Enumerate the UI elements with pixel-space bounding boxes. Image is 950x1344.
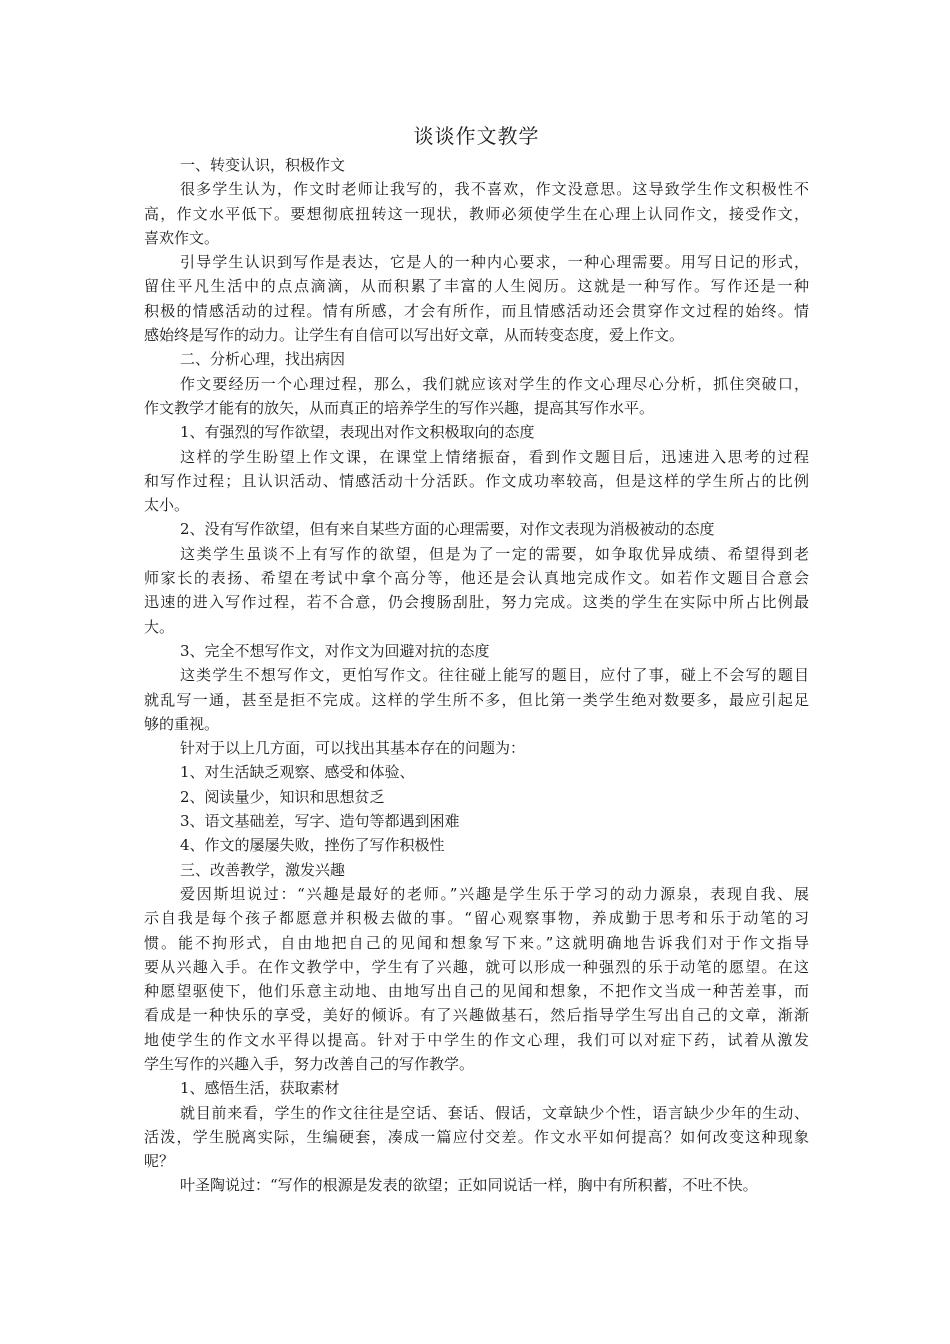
text-line: 示自我是每个孩子都愿意并积极去做的事。“留心观察事物，养成勤于思考和乐于动笔的习 (144, 909, 809, 928)
paragraph (144, 542, 809, 639)
section-heading (144, 347, 809, 371)
section-heading (144, 517, 809, 541)
paragraph (144, 663, 809, 736)
text-line: 这类学生不想写作文，更怕写作文。往往碰上能写的题目，应付了事，碰上不会写的题目 (180, 666, 809, 685)
text-line: 这样的学生盼望上作文课，在课堂上情绪振奋，看到作文题目后，迅速进入思考的过程 (180, 447, 809, 466)
text-line: 就乱写一通，甚至是拒不完成。这样的学生所不多，但比第一类学生绝对数要多，最应引起足 (144, 690, 809, 709)
text-line: 要从兴趣入手。在作文教学中，学生有了兴趣，就可以形成一种强烈的乐于动笔的愿望。在这 (144, 957, 809, 976)
section-heading (144, 153, 809, 177)
text-line: 这类学生虽谈不上有写作的欲望，但是为了一定的需要，如争取优异成绩、希望得到老 (180, 544, 809, 563)
section-heading (144, 1076, 809, 1100)
text-line: 呢？ (144, 1152, 175, 1171)
text-line: 喜欢作文。 (144, 228, 220, 247)
document-blocks (144, 153, 809, 1198)
paragraph (144, 736, 809, 760)
document-title: 谈谈作文教学 (413, 124, 540, 148)
section-heading (144, 639, 809, 663)
text-line: 惯。能不拘形式，自由地把自己的见闻和想象写下来。”这就明确地告诉我们对于作文指导 (144, 933, 809, 952)
section-heading (144, 760, 809, 784)
text-line: 迅速的进入写作过程，若不合意，仍会搜肠刮肚，努力完成。这类的学生在实际中所占比例最 (144, 593, 809, 612)
text-line: 一、转变认识，积极作文 (180, 156, 346, 174)
text-line: 和写作过程；且认识活动、情感活动十分活跃。作文成功率较高，但是这样的学生所占的比例 (144, 471, 809, 490)
text-line: 引导学生认识到写作是表达，它是人的一种内心要求，一种心理需要。用写日记的形式， (180, 253, 809, 272)
text-line: 3、完全不想写作文，对作文为回避对抗的态度 (180, 641, 490, 660)
text-line: 就目前来看，学生的作文往往是空话、套话、假话，文章缺少个性，语言缺少少年的生动、 (180, 1103, 809, 1122)
text-line: 作文要经历一个心理过程，那么，我们就应该对学生的作文心理尽心分析，抓住突破口， (180, 374, 809, 393)
paragraph (144, 1101, 809, 1174)
paragraph (144, 372, 809, 421)
section-heading (144, 785, 809, 809)
paragraph (144, 250, 809, 347)
text-line: 学生写作的兴趣入手，努力改善自己的写作教学。 (144, 1054, 475, 1073)
text-line: 2、阅读量少，知识和思想贫乏 (180, 787, 385, 806)
text-line: 针对于以上几方面，可以找出其基本存在的问题为： (180, 739, 526, 758)
text-line: 二、分析心理，找出病因 (180, 350, 346, 369)
paragraph (144, 445, 809, 518)
text-line: 2、没有写作欲望，但有来自某些方面的心理需要，对作文表现为消极被动的态度 (180, 520, 715, 539)
paragraph (144, 882, 809, 1076)
text-line: 大。 (144, 617, 175, 636)
text-line: 看成是一种快乐的享受，美好的倾诉。有了兴趣做基石，然后指导学生写出自己的文章，渐渐 (144, 1006, 809, 1025)
text-line: 作文教学才能有的放矢，从而真正的培养学生的写作兴趣，提高其写作水平。 (144, 398, 655, 417)
text-line: 爱因斯坦说过：“兴趣是最好的老师。”兴趣是学生乐于学习的动力源泉，表现自我、展 (180, 884, 809, 903)
text-line: 积极的情感活动的过程。情有所感，才会有所作，而且情感活动还会贯穿作文过程的始终。情 (144, 301, 809, 320)
paragraph (144, 177, 809, 250)
section-heading (144, 858, 809, 882)
text-line: 地使学生的作文水平得以提高。针对于中学生的作文心理，我们可以对症下药，试着从激发 (144, 1030, 809, 1049)
paragraph (144, 1173, 809, 1197)
text-line: 1、感悟生活，获取素材 (180, 1079, 340, 1098)
text-line: 3、语文基础差，写字、造句等都遇到困难 (180, 812, 460, 831)
text-line: 1、对生活缺乏观察、感受和体验、 (180, 763, 415, 782)
section-heading (144, 420, 809, 444)
text-line: 三、改善教学，激发兴趣 (180, 860, 346, 879)
section-heading (144, 833, 809, 857)
text-line: 很多学生认为，作文时老师让我写的，我不喜欢，作文没意思。这导致学生作文积极性不 (180, 180, 809, 199)
text-line: 师家长的表扬、希望在考试中拿个高分等，他还是会认真地完成作文。如若作文题目合意会 (144, 569, 809, 588)
text-line: 留住平凡生活中的点点滴滴，从而积累了丰富的人生阅历。这就是一种写作。写作还是一种 (144, 277, 809, 296)
text-line: 高，作文水平低下。要想彻底扭转这一现状，教师必须使学生在心理上认同作文，接受作文， (144, 204, 809, 223)
text-line: 4、作文的屡屡失败，挫伤了写作积极性 (180, 836, 445, 855)
text-line: 叶圣陶说过：“写作的根源是发表的欲望；正如同说话一样，胸中有所积蓄，不吐不快。 (180, 1176, 758, 1195)
text-line: 够的重视。 (144, 714, 220, 733)
text-line: 太小。 (144, 496, 190, 515)
section-heading (144, 809, 809, 833)
text-line: 种愿望驱使下，他们乐意主动地、由地写出自己的见闻和想象，不把作文当成一种苦差事，而 (144, 982, 809, 1001)
text-line: 活泼，学生脱离实际，生编硬套，凑成一篇应付交差。作文水平如何提高？如何改变这种现象 (144, 1127, 809, 1146)
text-line: 感始终是写作的动力。让学生有自信可以写出好文章，从而转变态度，爱上作文。 (144, 326, 685, 345)
document-body (144, 120, 809, 1198)
text-line: 1、有强烈的写作欲望，表现出对作文积极取向的态度 (180, 423, 535, 442)
